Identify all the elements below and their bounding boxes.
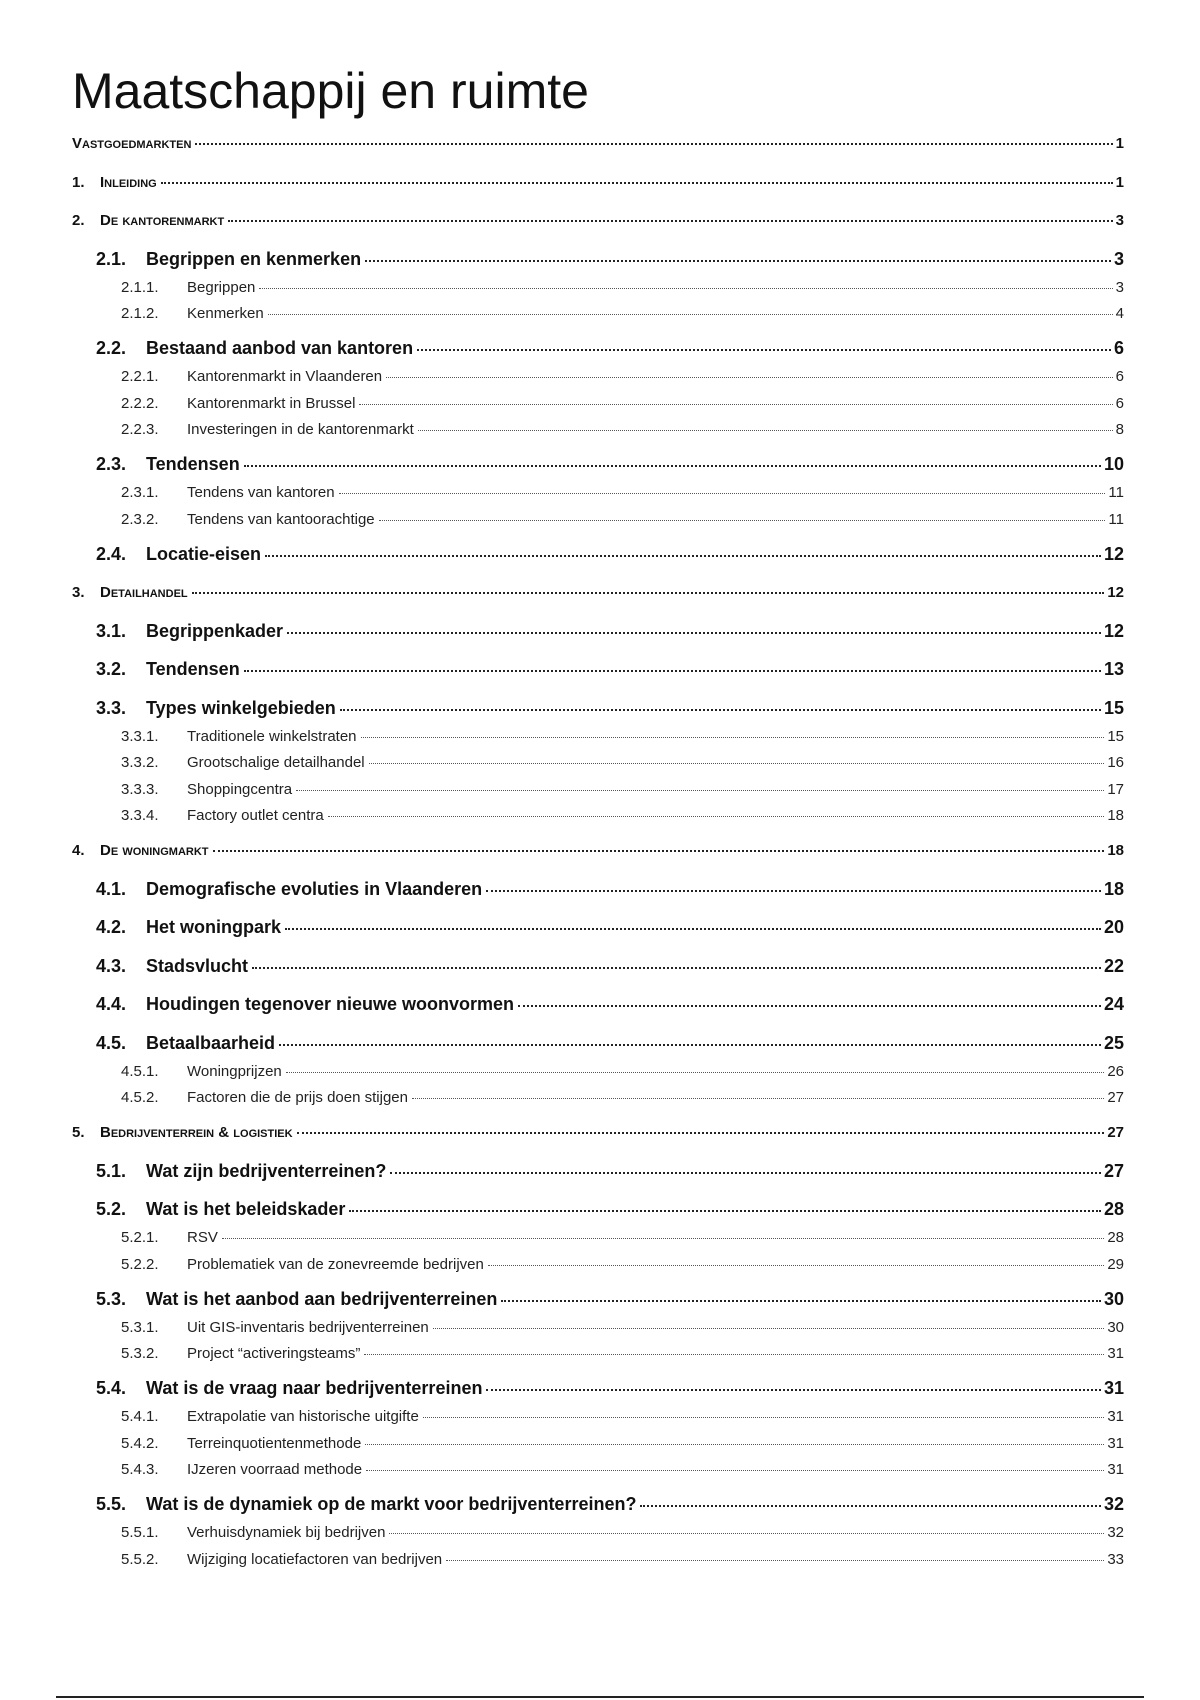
toc-entry-label: RSV xyxy=(187,1229,218,1246)
toc-entry-label: Kantorenmarkt in Vlaanderen xyxy=(187,368,383,385)
toc-dot-leader xyxy=(386,377,1113,378)
toc-entry-number: 2.1.1. xyxy=(121,278,159,296)
toc-dot-leader xyxy=(297,1132,1105,1134)
toc-dot-leader xyxy=(287,632,1101,634)
toc-entry-page-number: 10 xyxy=(1103,454,1124,474)
toc-entry-number: 5.3. xyxy=(96,1288,127,1309)
toc-entry-page-number: 6 xyxy=(1115,394,1124,412)
toc-entry-level-2[interactable] xyxy=(121,782,1124,797)
toc-entry-level-2[interactable] xyxy=(121,1230,1124,1245)
toc-entry-level-2[interactable] xyxy=(121,1462,1124,1477)
toc-dot-leader xyxy=(244,670,1101,672)
toc-entry-page-number: 32 xyxy=(1107,1524,1124,1541)
toc-entry-level-0[interactable] xyxy=(72,1125,1124,1140)
toc-dot-leader xyxy=(192,592,1105,594)
toc-entry-level-2[interactable] xyxy=(121,1346,1124,1361)
toc-dot-leader xyxy=(486,1389,1101,1391)
toc-entry-level-0[interactable] xyxy=(72,585,1124,600)
toc-entry-number: 4.1. xyxy=(96,878,127,899)
toc-entry-number: 2. xyxy=(72,212,85,229)
toc-entry-number: 3.3.1. xyxy=(121,727,159,745)
toc-entry-page-number: 31 xyxy=(1103,1378,1124,1398)
toc-dot-leader xyxy=(359,404,1112,405)
toc-entry-number: 5.3.2. xyxy=(121,1345,159,1362)
toc-entry-level-2[interactable] xyxy=(121,755,1124,770)
toc-entry-page-number: 29 xyxy=(1107,1255,1124,1273)
toc-entry-level-1[interactable] xyxy=(96,1200,1124,1218)
toc-entry-page-number: 33 xyxy=(1107,1550,1124,1568)
toc-entry-level-1[interactable] xyxy=(96,622,1124,640)
toc-entry-level-2[interactable] xyxy=(121,729,1124,744)
toc-dot-leader xyxy=(412,1098,1104,1099)
toc-entry-page-number: 26 xyxy=(1107,1062,1124,1080)
toc-entry-number: 4.5.1. xyxy=(121,1062,159,1080)
toc-entry-number: 4.5.2. xyxy=(121,1089,159,1106)
toc-entry-page-number: 31 xyxy=(1107,1345,1124,1362)
toc-dot-leader xyxy=(340,709,1101,711)
toc-entry-label: Vastgoedmarkten xyxy=(72,135,192,152)
toc-dot-leader xyxy=(446,1560,1104,1561)
toc-entry-page-number: 30 xyxy=(1103,1288,1124,1309)
toc-dot-leader xyxy=(369,763,1105,764)
toc-entry-page-number: 1 xyxy=(1115,135,1124,152)
toc-dot-leader xyxy=(518,1005,1101,1007)
toc-entry-level-1[interactable] xyxy=(96,455,1124,473)
toc-entry-page-number: 3 xyxy=(1113,248,1124,269)
toc-entry-label: Begrippen xyxy=(187,278,256,296)
toc-entry-label: De kantorenmarkt xyxy=(100,212,225,229)
toc-dot-leader xyxy=(339,493,1106,494)
toc-entry-page-number: 20 xyxy=(1103,917,1124,937)
toc-entry-number: 5.4.2. xyxy=(121,1434,159,1452)
toc-entry-label: Locatie-eisen xyxy=(146,543,262,564)
toc-dot-leader xyxy=(244,465,1101,467)
toc-dot-leader xyxy=(418,430,1113,431)
toc-entry-page-number: 3 xyxy=(1115,212,1124,229)
toc-entry-page-number: 27 xyxy=(1107,1124,1124,1141)
toc-entry-page-number: 4 xyxy=(1115,305,1124,322)
toc-entry-number: 3.3.2. xyxy=(121,754,159,771)
toc-entry-number: 5.4.1. xyxy=(121,1408,159,1425)
toc-entry-page-number: 18 xyxy=(1107,842,1124,859)
toc-entry-level-1[interactable] xyxy=(96,880,1124,898)
toc-entry-number: 5.3.1. xyxy=(121,1318,159,1336)
toc-entry-label: Grootschalige detailhandel xyxy=(187,754,365,771)
toc-entry-number: 3.1. xyxy=(96,620,127,641)
toc-entry-label: De woningmarkt xyxy=(100,842,209,859)
toc-entry-number: 2.1.2. xyxy=(121,305,159,322)
toc-dot-leader xyxy=(365,260,1111,262)
toc-dot-leader xyxy=(364,1354,1104,1355)
toc-entry-label: Factory outlet centra xyxy=(187,807,324,824)
toc-dot-leader xyxy=(285,928,1101,930)
toc-entry-page-number: 12 xyxy=(1103,620,1124,641)
toc-entry-label: Tendensen xyxy=(146,659,240,679)
toc-entry-number: 4.3. xyxy=(96,955,127,976)
toc-entry-page-number: 6 xyxy=(1115,368,1124,385)
toc-dot-leader xyxy=(640,1505,1101,1507)
toc-entry-page-number: 28 xyxy=(1107,1229,1124,1246)
toc-entry-page-number: 17 xyxy=(1107,780,1124,798)
toc-entry-level-2[interactable] xyxy=(121,1552,1124,1567)
toc-entry-label: Wat zijn bedrijventerreinen? xyxy=(146,1160,387,1181)
toc-entry-page-number: 6 xyxy=(1113,338,1124,358)
toc-entry-label: Extrapolatie van historische uitgifte xyxy=(187,1408,419,1425)
toc-entry-label: Investeringen in de kantorenmarkt xyxy=(187,421,414,438)
toc-entry-level-2[interactable] xyxy=(121,512,1124,527)
toc-entry-number: 5.4.3. xyxy=(121,1461,159,1478)
toc-entry-label: Houdingen tegenover nieuwe woonvormen xyxy=(146,994,515,1014)
toc-entry-level-2[interactable] xyxy=(121,422,1124,437)
toc-entry-label: Factoren die de prijs doen stijgen xyxy=(187,1089,408,1106)
toc-dot-leader xyxy=(265,555,1101,557)
toc-dot-leader xyxy=(213,850,1105,852)
toc-entry-level-1[interactable] xyxy=(96,339,1124,357)
toc-entry-label: IJzeren voorraad methode xyxy=(187,1461,363,1478)
toc-entry-number: 5.2.1. xyxy=(121,1229,159,1246)
toc-dot-leader xyxy=(365,1444,1104,1445)
toc-entry-number: 3.3. xyxy=(96,697,127,718)
toc-entry-page-number: 31 xyxy=(1107,1434,1124,1452)
toc-entry-page-number: 25 xyxy=(1103,1032,1124,1053)
toc-entry-page-number: 18 xyxy=(1107,807,1124,824)
toc-entry-number: 1. xyxy=(72,173,85,191)
toc-entry-number: 2.3.1. xyxy=(121,484,159,501)
toc-entry-label: Shoppingcentra xyxy=(187,780,293,798)
toc-dot-leader xyxy=(486,890,1101,892)
toc-entry-label: Tendens van kantoren xyxy=(187,484,335,501)
toc-entry-level-1[interactable] xyxy=(96,250,1124,268)
toc-entry-level-2[interactable] xyxy=(121,369,1124,384)
toc-dot-leader xyxy=(296,790,1104,791)
toc-entry-label: Kantorenmarkt in Brussel xyxy=(187,394,356,412)
toc-dot-leader xyxy=(361,737,1105,738)
toc-dot-leader xyxy=(389,1533,1104,1534)
toc-entry-level-0[interactable] xyxy=(72,213,1124,228)
toc-dot-leader xyxy=(328,816,1105,817)
toc-entry-number: 5.5.1. xyxy=(121,1524,159,1541)
toc-entry-level-1[interactable] xyxy=(96,545,1124,563)
toc-entry-number: 5.5.2. xyxy=(121,1550,159,1568)
toc-entry-level-2[interactable] xyxy=(121,1409,1124,1424)
toc-entry-level-0[interactable] xyxy=(72,175,1124,190)
toc-entry-level-2[interactable] xyxy=(121,1436,1124,1451)
toc-entry-level-1[interactable] xyxy=(96,1290,1124,1308)
toc-entry-level-2[interactable] xyxy=(121,1090,1124,1105)
toc-entry-number: 5.2.2. xyxy=(121,1255,159,1273)
toc-entry-page-number: 12 xyxy=(1103,543,1124,564)
toc-entry-level-2[interactable] xyxy=(121,808,1124,823)
toc-entry-label: Woningprijzen xyxy=(187,1062,282,1080)
toc-entry-number: 2.2.1. xyxy=(121,368,159,385)
toc-dot-leader xyxy=(195,143,1112,145)
toc-entry-number: 4.4. xyxy=(96,994,127,1014)
toc-entry-number: 5.5. xyxy=(96,1494,127,1514)
footer-rule xyxy=(56,1696,1144,1698)
toc-entry-label: Stadsvlucht xyxy=(146,955,249,976)
toc-entry-level-2[interactable] xyxy=(121,396,1124,411)
toc-entry-level-2[interactable] xyxy=(121,1064,1124,1079)
toc-entry-page-number: 15 xyxy=(1103,697,1124,718)
toc-entry-number: 2.3. xyxy=(96,454,127,474)
toc-dot-leader xyxy=(161,182,1113,184)
toc-entry-page-number: 13 xyxy=(1103,659,1124,679)
toc-entry-number: 2.4. xyxy=(96,543,127,564)
toc-entry-label: Bedrijventerrein & logistiek xyxy=(100,1124,293,1141)
toc-entry-level-1[interactable] xyxy=(96,1034,1124,1052)
toc-entry-level-2[interactable] xyxy=(121,280,1124,295)
toc-entry-label: Het woningpark xyxy=(146,917,282,937)
toc-entry-page-number: 32 xyxy=(1103,1494,1124,1514)
toc-entry-level-2[interactable] xyxy=(121,1320,1124,1335)
toc-entry-page-number: 22 xyxy=(1103,955,1124,976)
toc-entry-level-0[interactable] xyxy=(72,136,1124,151)
toc-dot-leader xyxy=(379,520,1106,521)
toc-entry-number: 3.3.3. xyxy=(121,780,159,798)
toc-dot-leader xyxy=(433,1328,1105,1329)
toc-entry-page-number: 27 xyxy=(1103,1160,1124,1181)
toc-entry-page-number: 11 xyxy=(1108,510,1124,528)
toc-dot-leader xyxy=(252,967,1101,969)
toc-entry-label: Detailhandel xyxy=(100,584,188,601)
toc-entry-label: Tendensen xyxy=(146,454,240,474)
toc-entry-number: 2.2. xyxy=(96,338,127,358)
toc-entry-level-1[interactable] xyxy=(96,660,1124,678)
toc-entry-number: 3.2. xyxy=(96,659,127,679)
toc-dot-leader xyxy=(423,1417,1105,1418)
toc-entry-page-number: 11 xyxy=(1108,484,1124,501)
toc-entry-page-number: 31 xyxy=(1107,1461,1124,1478)
toc-entry-label: Begrippen en kenmerken xyxy=(146,248,362,269)
toc-entry-number: 4.2. xyxy=(96,917,127,937)
toc-entry-page-number: 3 xyxy=(1115,278,1124,296)
toc-entry-page-number: 15 xyxy=(1107,727,1124,745)
toc-entry-level-2[interactable] xyxy=(121,1525,1124,1540)
toc-entry-label: Wijziging locatiefactoren van bedrijven xyxy=(187,1550,443,1568)
toc-entry-number: 2.3.2. xyxy=(121,510,159,528)
toc-dot-leader xyxy=(417,349,1111,351)
toc-entry-label: Wat is het beleidskader xyxy=(146,1199,346,1219)
toc-entry-level-1[interactable] xyxy=(96,1379,1124,1397)
toc-entry-label: Terreinquotientenmethode xyxy=(187,1434,362,1452)
toc-entry-label: Betaalbaarheid xyxy=(146,1032,276,1053)
toc-entry-label: Begrippenkader xyxy=(146,620,284,641)
toc-entry-number: 4.5. xyxy=(96,1032,127,1053)
toc-entry-label: Wat is de vraag naar bedrijventerreinen xyxy=(146,1378,483,1398)
toc-entry-page-number: 28 xyxy=(1103,1199,1124,1219)
toc-entry-level-1[interactable] xyxy=(96,1162,1124,1180)
toc-dot-leader xyxy=(279,1044,1101,1046)
toc-entry-number: 4. xyxy=(72,842,85,859)
toc-entry-label: Wat is het aanbod aan bedrijventerreinen xyxy=(146,1288,498,1309)
toc-entry-label: Types winkelgebieden xyxy=(146,697,336,718)
toc-entry-label: Demografische evoluties in Vlaanderen xyxy=(146,878,483,899)
toc-entry-number: 3.3.4. xyxy=(121,807,159,824)
toc-entry-level-1[interactable] xyxy=(96,1495,1124,1513)
toc-dot-leader xyxy=(222,1238,1104,1239)
toc-entry-number: 2.2.2. xyxy=(121,394,159,412)
toc-entry-number: 2.1. xyxy=(96,248,127,269)
toc-entry-page-number: 18 xyxy=(1103,878,1124,899)
toc-dot-leader xyxy=(268,314,1113,315)
toc-entry-page-number: 12 xyxy=(1107,584,1124,601)
toc-entry-page-number: 1 xyxy=(1115,173,1124,191)
toc-entry-level-1[interactable] xyxy=(96,957,1124,975)
toc-entry-label: Bestaand aanbod van kantoren xyxy=(146,338,414,358)
toc-entry-label: Uit GIS-inventaris bedrijventerreinen xyxy=(187,1318,429,1336)
toc-entry-level-2[interactable] xyxy=(121,1257,1124,1272)
toc-entry-level-0[interactable] xyxy=(72,843,1124,858)
toc-entry-number: 5.1. xyxy=(96,1160,127,1181)
toc-entry-level-2[interactable] xyxy=(121,485,1124,500)
toc-entry-label: Verhuisdynamiek bij bedrijven xyxy=(187,1524,386,1541)
toc-entry-number: 3. xyxy=(72,584,85,601)
toc-entry-number: 5. xyxy=(72,1124,85,1141)
toc-dot-leader xyxy=(501,1300,1101,1302)
toc-dot-leader xyxy=(286,1072,1105,1073)
toc-dot-leader xyxy=(366,1470,1104,1471)
toc-entry-level-2[interactable] xyxy=(121,306,1124,321)
toc-entry-page-number: 24 xyxy=(1103,994,1124,1014)
toc-dot-leader xyxy=(259,288,1112,289)
toc-entry-number: 5.2. xyxy=(96,1199,127,1219)
toc-entry-page-number: 16 xyxy=(1107,754,1124,771)
toc-entry-label: Kenmerken xyxy=(187,305,264,322)
toc-entry-level-1[interactable] xyxy=(96,699,1124,717)
page-title: Maatschappij en ruimte xyxy=(72,63,589,119)
toc-dot-leader xyxy=(228,220,1112,222)
toc-entry-level-1[interactable] xyxy=(96,995,1124,1013)
toc-entry-label: Tendens van kantoorachtige xyxy=(187,510,375,528)
toc-entry-label: Project “activeringsteams” xyxy=(187,1345,361,1362)
toc-entry-level-1[interactable] xyxy=(96,918,1124,936)
toc-entry-label: Inleiding xyxy=(100,173,157,191)
toc-entry-label: Traditionele winkelstraten xyxy=(187,727,357,745)
toc-entry-page-number: 30 xyxy=(1107,1318,1124,1336)
toc-entry-label: Problematiek van de zonevreemde bedrijven xyxy=(187,1255,484,1273)
toc-entry-number: 5.4. xyxy=(96,1378,127,1398)
toc-entry-label: Wat is de dynamiek op de markt voor bedrijventerreinen? xyxy=(146,1494,637,1514)
toc-dot-leader xyxy=(349,1210,1101,1212)
toc-entry-page-number: 27 xyxy=(1107,1089,1124,1106)
toc-entry-number: 2.2.3. xyxy=(121,421,159,438)
toc-entry-page-number: 31 xyxy=(1107,1408,1124,1425)
toc-dot-leader xyxy=(390,1172,1101,1174)
toc-dot-leader xyxy=(488,1265,1104,1266)
toc-entry-page-number: 8 xyxy=(1115,421,1124,438)
